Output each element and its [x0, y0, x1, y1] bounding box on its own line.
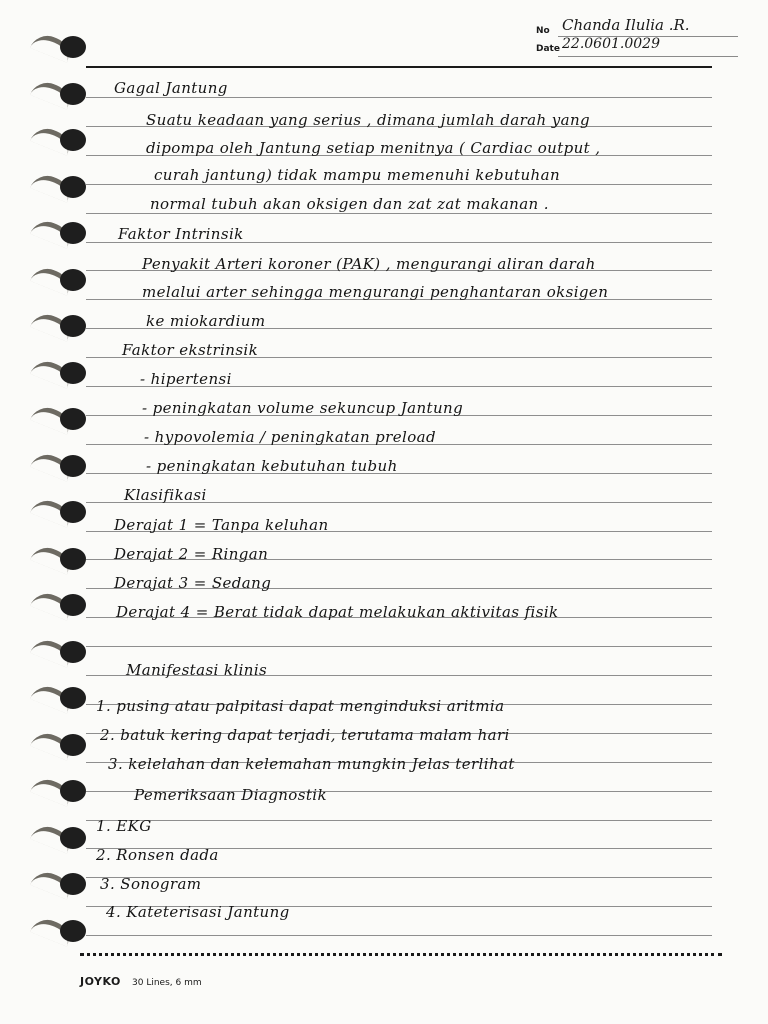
note-heading: Manifestasi klinis — [126, 661, 268, 679]
note-line: 1. EKG — [96, 817, 152, 835]
student-name: Chanda Ilulia .R. — [562, 16, 690, 34]
note-line: - hypovolemia / peningkatan preload — [144, 428, 436, 446]
bottom-margin-rule — [80, 953, 722, 956]
note-heading: Faktor ekstrinsik — [122, 341, 259, 359]
note-line: dipompa oleh Jantung setiap menitnya ( Cardiac output , — [146, 139, 601, 157]
note-line: 2. batuk kering dapat terjadi, terutama malam hari — [100, 726, 510, 744]
note-line: Derajat 4 = Berat tidak dapat melakukan aktivitas fisik — [116, 603, 559, 621]
note-line: 4. Kateterisasi Jantung — [106, 903, 290, 921]
note-line: ke miokardium — [146, 312, 266, 330]
note-line: Derajat 2 = Ringan — [114, 545, 269, 563]
note-line: Suatu keadaan yang serius , dimana jumlah darah yang — [146, 111, 591, 129]
note-line: melalui arter sehingga mengurangi penghantaran oksigen — [142, 283, 609, 301]
notebook-footer — [80, 970, 202, 989]
brand-logo: JOYKO — [80, 975, 121, 988]
note-heading: Klasifikasi — [124, 486, 207, 504]
note-title: Gagal Jantung — [114, 79, 228, 97]
note-line: 3. kelelahan dan kelemahan mungkin Jelas terlihat — [108, 755, 515, 773]
date-label: Date — [536, 44, 560, 54]
note-line: 1. pusing atau palpitasi dapat menginduksi aritmia — [96, 697, 505, 715]
student-id: 22.0601.0029 — [562, 36, 660, 52]
note-line: normal tubuh akan oksigen dan zat zat makanan . — [150, 195, 549, 213]
note-line: Derajat 3 = Sedang — [114, 574, 272, 592]
note-line: 3. Sonogram — [100, 875, 202, 893]
notebook-spec: 30 Lines, 6 mm — [132, 978, 202, 988]
note-line: - peningkatan kebutuhan tubuh — [146, 457, 398, 475]
no-label: No — [536, 26, 550, 36]
note-heading: Faktor Intrinsik — [118, 225, 244, 243]
note-line: curah jantung) tidak mampu memenuhi kebutuhan — [154, 166, 561, 184]
note-line: Derajat 1 = Tanpa keluhan — [114, 516, 329, 534]
note-line: - peningkatan volume sekuncup Jantung — [142, 399, 464, 417]
note-line: Penyakit Arteri koroner (PAK) , mengurangi aliran darah — [142, 255, 596, 273]
note-line: 2. Ronsen dada — [96, 846, 219, 864]
note-heading: Pemeriksaan Diagnostik — [134, 786, 327, 804]
note-line: - hipertensi — [140, 370, 232, 388]
